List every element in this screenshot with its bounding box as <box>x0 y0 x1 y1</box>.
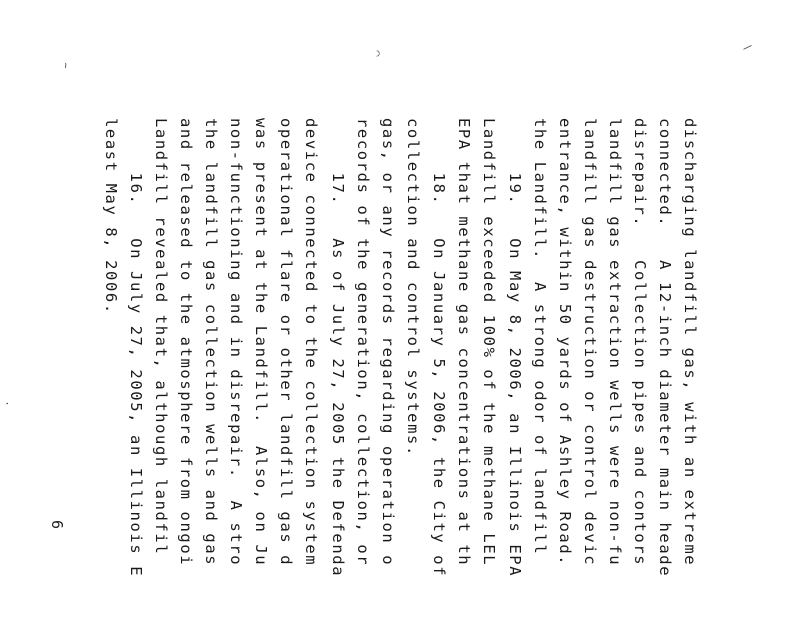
text-line-14: 18. On January 5, 2006, the City of <box>430 118 448 578</box>
text-line-1: least May 8, 2006. <box>102 118 120 315</box>
text-line-11: records of the generation, collection, or <box>354 118 372 567</box>
page-number: 6 <box>48 520 66 530</box>
text-line-18: the Landfill. A strong odor of landfill <box>531 118 549 556</box>
scan-speck: \ <box>741 44 753 51</box>
text-line-2: 16. On July 27, 2005, an Illinois E <box>127 118 145 578</box>
text-line-3: Landfill revealed that, although landfil <box>152 118 170 556</box>
text-line-9: device connected to the collection system <box>302 118 320 567</box>
text-line-19: entrance, within 50 yards of Ashley Road. <box>556 118 574 567</box>
text-line-12: gas, or any records regarding operation o <box>379 118 397 567</box>
scan-speck: . <box>3 400 15 407</box>
scan-speck: ⌒ <box>371 50 383 57</box>
text-line-5: the landfill gas collection wells and gas <box>202 118 220 567</box>
text-line-21: landfill gas extraction wells were non-fu <box>606 118 624 567</box>
text-line-10: 17. As of July 27, 2005 the Defenda <box>329 118 347 578</box>
text-line-17: 19. On May 8, 2006, an Illinois EPA <box>506 118 524 578</box>
text-line-16: Landfill exceeded 100% of the methane LEL <box>480 118 498 567</box>
text-line-7: was present at the Landfill. Also, on Ju <box>252 118 270 567</box>
text-line-23: connected. A 12-inch diameter main heade <box>656 118 674 578</box>
scan-speck: ~ <box>59 62 71 69</box>
text-line-8: operational flare or other landfill gas d <box>277 118 295 567</box>
text-line-13: collection and control systems. <box>404 118 422 457</box>
text-line-15: EPA that methane gas concentrations at th <box>455 118 473 567</box>
text-line-4: and released to the atmosphere from ongoi <box>177 118 195 567</box>
text-line-6: non-functioning and in disrepair. A stro <box>227 118 245 567</box>
text-line-24: discharging landfill gas, with an extreme <box>681 118 699 567</box>
text-line-20: landfill gas destruction or control devic <box>581 118 599 567</box>
text-line-22: disrepair. Collection pipes and contors <box>631 118 649 567</box>
